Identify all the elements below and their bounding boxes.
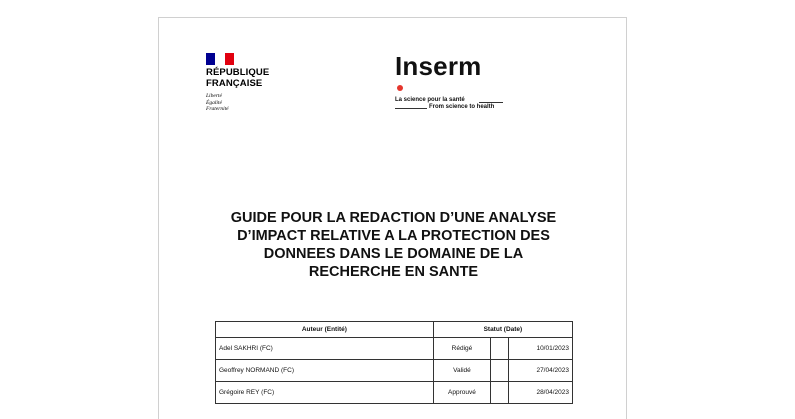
- cell-date: 28/04/2023: [509, 382, 573, 404]
- motto-liberte: Liberté: [206, 93, 222, 99]
- motto-fraternite: Fraternité: [206, 106, 229, 112]
- title-line: RECHERCHE EN SANTE: [308, 264, 479, 280]
- document-title: [189, 209, 598, 281]
- table-row: [216, 382, 573, 404]
- motto-egalite: Égalité: [206, 99, 222, 106]
- tagline-rule: [395, 108, 427, 109]
- republique-francaise-logo: [206, 53, 296, 113]
- table-header-row: [216, 322, 573, 338]
- tagline-rule: [479, 102, 503, 103]
- title-line: GUIDE POUR LA REDACTION D’UNE ANALYSE: [230, 210, 557, 226]
- cell-author: Geoffrey NORMAND (FC): [216, 360, 434, 382]
- cell-status: Approuvé: [433, 382, 490, 404]
- header-status: Statut (Date): [433, 322, 572, 338]
- cell-date: 10/01/2023: [509, 338, 573, 360]
- inserm-logo: [395, 51, 515, 116]
- table-row: [216, 360, 573, 382]
- republique-name-line2: FRANÇAISE: [206, 78, 263, 89]
- inserm-dot-icon: [397, 85, 403, 91]
- republique-name: [206, 67, 296, 89]
- inserm-wordmark: Inserm: [395, 51, 482, 81]
- cell-blank: [491, 382, 509, 404]
- document-page: [158, 17, 627, 419]
- cell-blank: [491, 338, 509, 360]
- cell-date: 27/04/2023: [509, 360, 573, 382]
- cell-status: Validé: [433, 360, 490, 382]
- cell-author: Grégoire REY (FC): [216, 382, 434, 404]
- table-row: [216, 338, 573, 360]
- title-line: DONNEES DANS LE DOMAINE DE LA: [263, 246, 524, 262]
- french-flag-icon: [206, 53, 234, 65]
- cell-status: Rédigé: [433, 338, 490, 360]
- republique-name-line1: RÉPUBLIQUE: [206, 67, 270, 78]
- header-author: Auteur (Entité): [216, 322, 434, 338]
- title-line: D’IMPACT RELATIVE A LA PROTECTION DES: [237, 228, 550, 244]
- signature-table: [215, 321, 573, 404]
- inserm-tagline-en: From science to health: [429, 104, 495, 110]
- republique-motto: [206, 93, 266, 113]
- cell-author: Adel SAKHRI (FC): [216, 338, 434, 360]
- inserm-tagline-fr: La science pour la santé: [395, 97, 465, 103]
- cell-blank: [491, 360, 509, 382]
